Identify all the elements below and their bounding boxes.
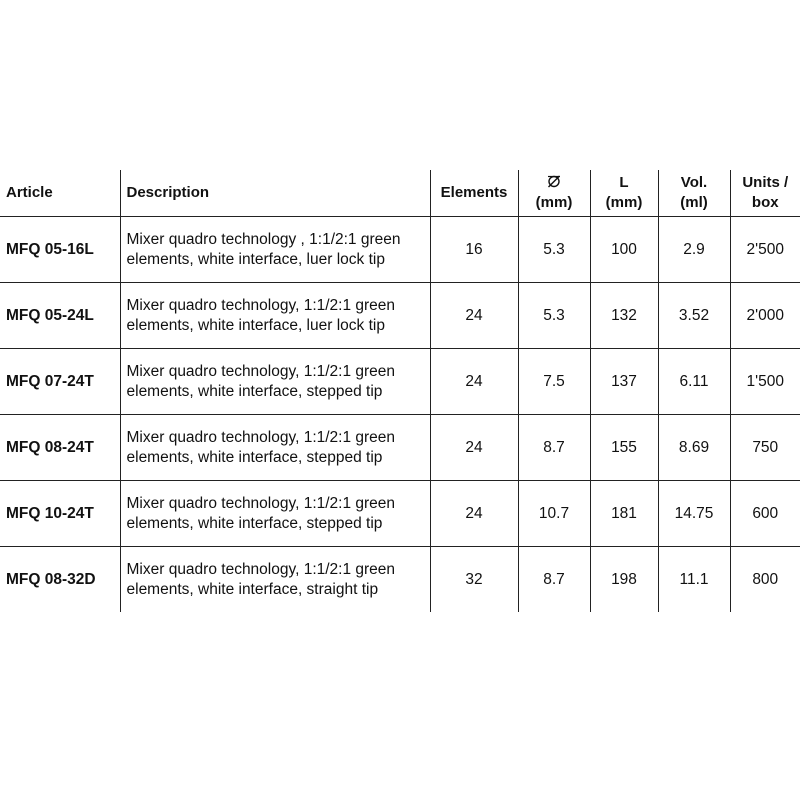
row-units: 600	[730, 481, 800, 547]
table-row	[0, 547, 800, 613]
header-description: Description	[120, 170, 430, 217]
row-units: 2'000	[730, 283, 800, 349]
row-units: 750	[730, 415, 800, 481]
row-units: 800	[730, 547, 800, 613]
row-description: Mixer quadro technology, 1:1/2:1 green elements, white interface, stepped tip	[120, 481, 430, 547]
header-volume	[658, 170, 730, 217]
table-header-row	[0, 170, 800, 217]
header-diameter	[518, 170, 590, 217]
row-description: Mixer quadro technology, 1:1/2:1 green elements, white interface, luer lock tip	[120, 283, 430, 349]
row-description: Mixer quadro technology, 1:1/2:1 green elements, white interface, stepped tip	[120, 415, 430, 481]
row-elements: 16	[430, 217, 518, 283]
row-diameter: 10.7	[518, 481, 590, 547]
row-article: MFQ 10-24T	[0, 481, 120, 547]
header-length	[590, 170, 658, 217]
row-article: MFQ 05-24L	[0, 283, 120, 349]
product-table-container	[0, 170, 800, 612]
table-row	[0, 349, 800, 415]
row-volume: 2.9	[658, 217, 730, 283]
row-elements: 24	[430, 283, 518, 349]
row-description: Mixer quadro technology , 1:1/2:1 green elements, white interface, luer lock tip	[120, 217, 430, 283]
row-length: 132	[590, 283, 658, 349]
header-units	[730, 170, 800, 217]
row-units: 2'500	[730, 217, 800, 283]
row-elements: 24	[430, 481, 518, 547]
row-volume: 11.1	[658, 547, 730, 613]
header-length-unit: (mm)	[605, 194, 643, 211]
row-volume: 14.75	[658, 481, 730, 547]
row-length: 137	[590, 349, 658, 415]
table-row	[0, 283, 800, 349]
row-article: MFQ 08-24T	[0, 415, 120, 481]
row-diameter: 8.7	[518, 547, 590, 613]
row-elements: 24	[430, 415, 518, 481]
row-description: Mixer quadro technology, 1:1/2:1 green elements, white interface, straight tip	[120, 547, 430, 613]
row-volume: 8.69	[658, 415, 730, 481]
header-diameter-unit: (mm)	[535, 194, 573, 211]
header-volume-label: Vol.	[680, 174, 708, 191]
table-row	[0, 415, 800, 481]
row-length: 198	[590, 547, 658, 613]
row-diameter: 8.7	[518, 415, 590, 481]
row-length: 155	[590, 415, 658, 481]
diameter-symbol-icon	[547, 174, 561, 188]
row-diameter: 5.3	[518, 283, 590, 349]
table-row	[0, 217, 800, 283]
row-volume: 6.11	[658, 349, 730, 415]
row-diameter: 5.3	[518, 217, 590, 283]
row-article: MFQ 07-24T	[0, 349, 120, 415]
row-volume: 3.52	[658, 283, 730, 349]
table-row	[0, 481, 800, 547]
header-units-unit: box	[751, 194, 779, 211]
row-article: MFQ 05-16L	[0, 217, 120, 283]
header-elements: Elements	[430, 170, 518, 217]
row-description: Mixer quadro technology, 1:1/2:1 green elements, white interface, stepped tip	[120, 349, 430, 415]
row-elements: 24	[430, 349, 518, 415]
row-elements: 32	[430, 547, 518, 613]
row-article: MFQ 08-32D	[0, 547, 120, 613]
row-diameter: 7.5	[518, 349, 590, 415]
row-length: 181	[590, 481, 658, 547]
product-table	[0, 170, 800, 612]
row-units: 1'500	[730, 349, 800, 415]
header-article: Article	[6, 184, 53, 201]
header-units-label: Units /	[742, 174, 789, 191]
header-volume-unit: (ml)	[680, 194, 708, 211]
row-length: 100	[590, 217, 658, 283]
header-length-label: L	[619, 174, 629, 191]
